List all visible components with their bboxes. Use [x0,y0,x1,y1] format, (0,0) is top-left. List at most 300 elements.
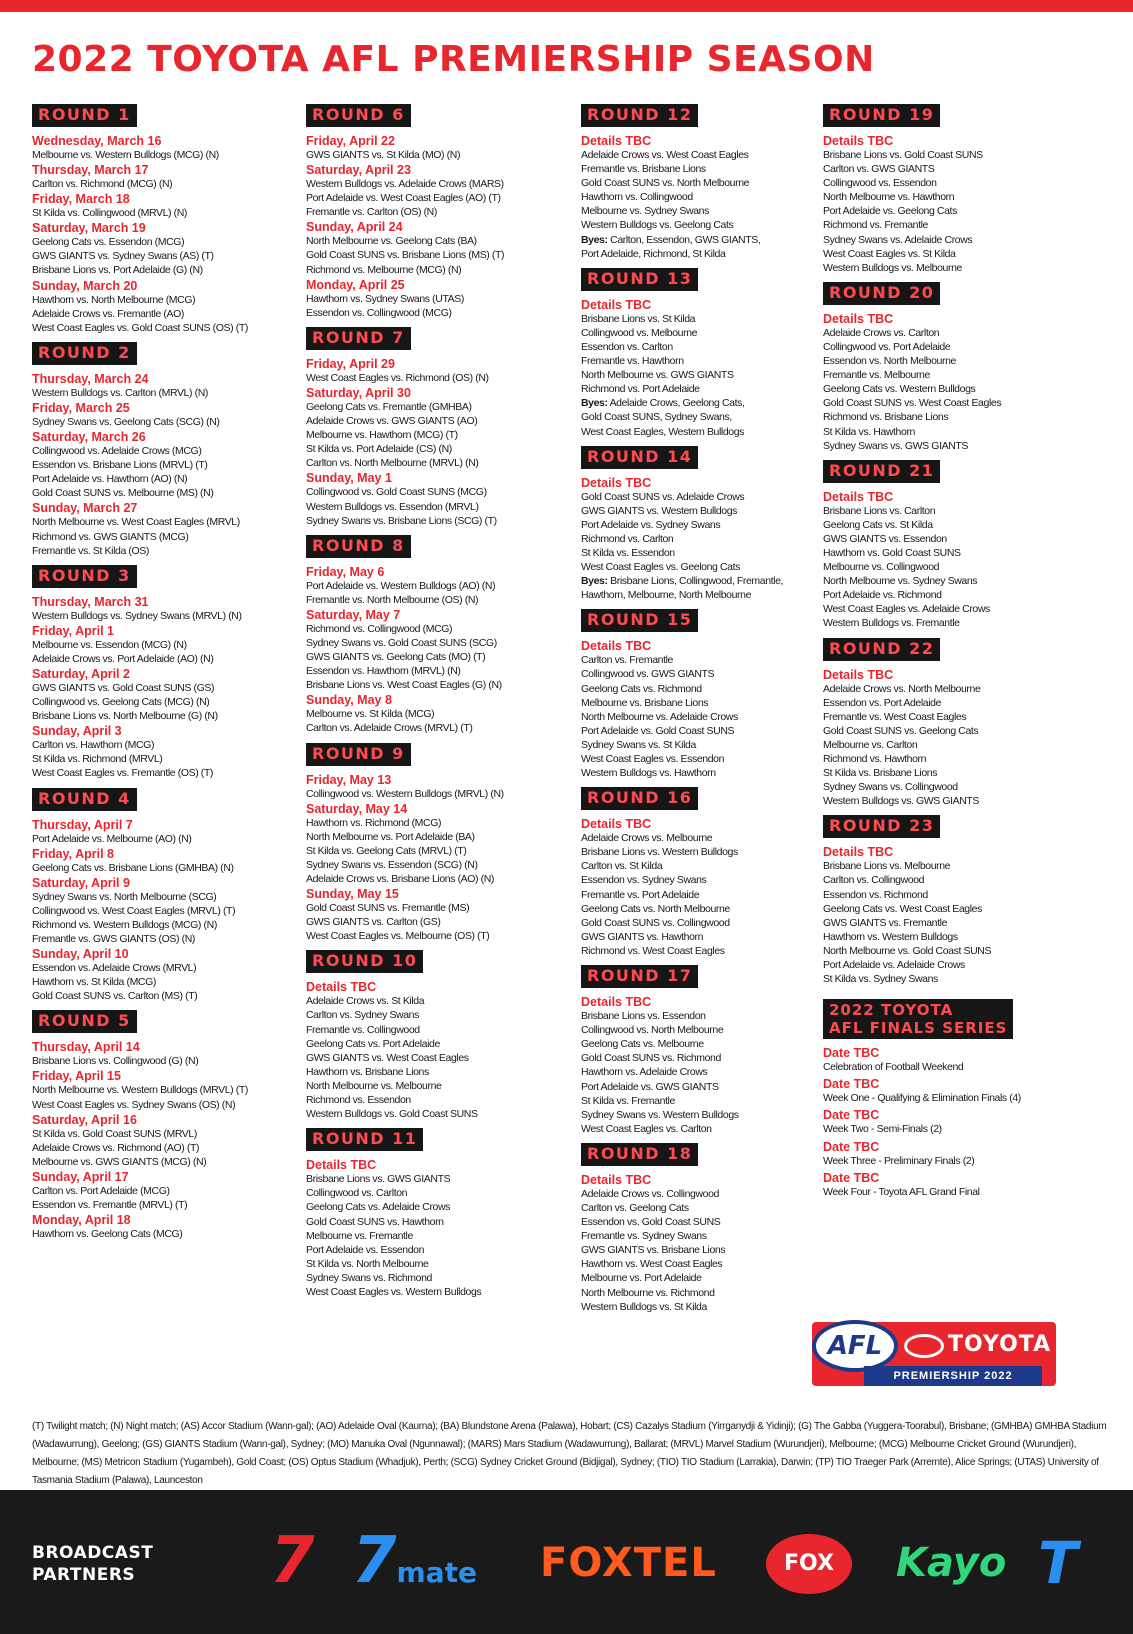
match: Fremantle vs. St Kilda (OS) [32,544,149,557]
broadcast-label-line2: PARTNERS [32,1565,136,1585]
match: Sydney Swans vs. Geelong Cats (SCG) (N) [32,415,220,428]
match: Western Bulldogs vs. Sydney Swans (MRVL) (N) [32,609,242,622]
match: Sydney Swans vs. North Melbourne (SCG) [32,890,217,903]
match: Richmond vs. Carlton [581,532,674,545]
match: GWS GIANTS vs. Sydney Swans (AS) (T) [32,250,214,263]
match-day: Saturday, April 2 [32,666,130,681]
foxtel-logo-icon: FOXTEL [540,1540,717,1586]
match: Gold Coast SUNS vs. North Melbourne [581,177,750,190]
byes-line [581,588,826,602]
match: GWS GIANTS vs. Western Bulldogs [581,504,738,517]
match: Geelong Cats vs. Adelaide Crows [306,1201,451,1214]
match-day: Sunday, May 8 [306,693,392,708]
finals-item [823,1108,1123,1136]
match: Port Adelaide vs. Essendon [306,1243,425,1256]
finals-item [823,1171,1123,1199]
match: Carlton vs. Geelong Cats [581,1201,689,1214]
match-day: Details TBC [823,845,894,860]
match: Fremantle vs. Brisbane Lions [581,163,706,176]
match: North Melbourne vs. GWS GIANTS [581,369,734,382]
broadcast-partners-label [32,1542,153,1586]
round-block [306,950,576,1121]
match: West Coast Eagles vs. Richmond (OS) (N) [306,371,489,384]
match: Geelong Cats vs. St Kilda [823,518,933,531]
match: Hawthorn vs. Western Bulldogs [823,930,958,943]
round-title: ROUND 1 [32,104,137,127]
match: Sydney Swans vs. Adelaide Crows [823,233,973,246]
match: Essendon vs. North Melbourne [823,355,956,368]
match: Essendon vs. Adelaide Crows (MRVL) [32,962,197,975]
match: Adelaide Crows vs. Brisbane Lions (AO) (N) [306,873,495,885]
match-day: Details TBC [581,639,652,654]
match-day: Friday, May 13 [306,772,392,787]
match: Richmond vs. Collingwood (MCG) [306,622,453,635]
finals-date: Date TBC [823,1170,880,1185]
match: Essendon vs. Hawthorn (MRVL) (N) [306,665,461,678]
finals-date: Date TBC [823,1139,880,1154]
match-day: Friday, April 8 [32,846,114,861]
match: Hawthorn vs. St Kilda (MCG) [32,976,156,989]
match: Gold Coast SUNS vs. Collingwood [581,916,730,929]
round-block [32,1010,282,1241]
match: Geelong Cats vs. Brisbane Lions (GMHBA) (N) [32,861,234,874]
match: Sydney Swans vs. GWS GIANTS [823,439,968,452]
match: Essendon vs. Port Adelaide [823,696,942,709]
match: Brisbane Lions vs. Melbourne [823,860,951,873]
match: Richmond vs. GWS GIANTS (MCG) [32,530,189,543]
match: Fremantle vs. Port Adelaide [581,888,700,901]
round-title: ROUND 2 [32,342,137,365]
match: West Coast Eagles vs. St Kilda [823,247,956,260]
match-day: Thursday, April 14 [32,1040,140,1055]
finals-date: Date TBC [823,1108,880,1123]
round-title: ROUND 9 [306,743,411,766]
round-title: ROUND 21 [823,460,940,483]
finals-event: Week Four - Toyota AFL Grand Final [823,1185,980,1198]
round-title: ROUND 20 [823,282,940,305]
round-title: ROUND 12 [581,104,698,127]
kayo-logo-icon: Kayo [896,1540,1007,1586]
broadcast-label-line1: BROADCAST [32,1543,154,1563]
broadcast-partners-footer [0,1490,1133,1634]
round-title: ROUND 23 [823,815,940,838]
round-title: ROUND 14 [581,446,698,469]
match: Adelaide Crows vs. GWS GIANTS (AO) [306,415,478,428]
match: St Kilda vs. Gold Coast SUNS (MRVL) [32,1127,197,1140]
match: Richmond vs. West Coast Eagles [581,944,725,957]
match: Gold Coast SUNS vs. Adelaide Crows [581,490,745,503]
match-day: Details TBC [823,311,894,326]
match: GWS GIANTS vs. Essendon [823,532,947,545]
match: Brisbane Lions vs. Gold Coast SUNS [823,149,983,161]
round-block [581,1143,826,1314]
match: Richmond vs. Essendon [306,1094,411,1107]
match: North Melbourne vs. Geelong Cats (BA) [306,235,477,248]
match: Essendon vs. Collingwood (MCG) [306,306,452,319]
match: Fremantle vs. West Coast Eagles [823,710,967,723]
match: Hawthorn vs. Geelong Cats (MCG) [32,1228,183,1241]
round-block [823,104,1123,275]
match: Port Adelaide vs. Western Bulldogs (AO) (N) [306,579,496,592]
match-day: Saturday, April 23 [306,163,411,178]
match: Gold Coast SUNS vs. Brisbane Lions (MS) (T) [306,249,505,262]
round-block [32,788,282,1004]
match: Melbourne vs. Carlton [823,738,918,751]
match: Melbourne vs. Collingwood [823,561,940,574]
match-day: Sunday, May 15 [306,887,399,902]
match: Richmond vs. Port Adelaide [581,383,700,396]
match: Brisbane Lions vs. North Melbourne (G) (N) [32,710,218,723]
match: GWS GIANTS vs. Carlton (GS) [306,916,441,929]
match: Port Adelaide vs. Melbourne (AO) (N) [32,832,192,845]
match: Melbourne vs. St Kilda (MCG) [306,708,435,721]
finals-title-line1: 2022 TOYOTA [829,1001,954,1020]
match: Hawthorn vs. Gold Coast SUNS [823,546,961,559]
toyota-emblem-icon [904,1334,944,1358]
match: Collingwood vs. Port Adelaide [823,340,951,353]
match: St Kilda vs. Port Adelaide (CS) (N) [306,443,452,456]
match: Carlton vs. Adelaide Crows (MRVL) (T) [306,722,473,735]
round-title: ROUND 5 [32,1010,137,1033]
match-day: Saturday, May 14 [306,801,408,816]
match-day: Details TBC [306,1158,377,1173]
match: Hawthorn vs. Sydney Swans (UTAS) [306,292,464,305]
match: Hawthorn vs. Richmond (MCG) [306,816,442,829]
match: Adelaide Crows vs. Richmond (AO) (T) [32,1141,200,1154]
match: Geelong Cats vs. Essendon (MCG) [32,236,185,249]
match-day: Details TBC [581,995,652,1010]
round-title: ROUND 7 [306,327,411,350]
match-day: Details TBC [823,134,894,148]
match: Richmond vs. Brisbane Lions [823,411,949,424]
match: GWS GIANTS vs. Hawthorn [581,930,704,943]
match: West Coast Eagles vs. Gold Coast SUNS (OS) (T) [32,321,248,334]
match: Gold Coast SUNS vs. Geelong Cats [823,724,979,737]
match: West Coast Eagles vs. Melbourne (OS) (T) [306,930,490,943]
match: Adelaide Crows vs. Fremantle (AO) [32,307,184,320]
round-block [32,104,282,335]
telstra-logo-icon: T [1038,1529,1078,1597]
match: Collingwood vs. Geelong Cats (MCG) (N) [32,696,210,709]
match: GWS GIANTS vs. St Kilda (MO) (N) [306,149,461,161]
finals-items [823,1046,1123,1198]
match: Carlton vs. St Kilda [581,860,663,873]
match: Port Adelaide vs. Sydney Swans [581,518,721,531]
match: Gold Coast SUNS vs. Carlton (MS) (T) [32,990,198,1003]
finals-date: Date TBC [823,1077,880,1092]
match: St Kilda vs. Brisbane Lions [823,767,938,780]
match-day: Sunday, April 10 [32,947,129,962]
match: Western Bulldogs vs. Gold Coast SUNS [306,1108,478,1121]
finals-item [823,1077,1123,1105]
match: West Coast Eagles vs. Carlton [581,1122,712,1135]
match: Adelaide Crows vs. West Coast Eagles [581,149,749,161]
match: Western Bulldogs vs. St Kilda [581,1300,707,1313]
match: GWS GIANTS vs. West Coast Eagles [306,1051,469,1064]
match: Fremantle vs. Collingwood [306,1023,420,1036]
match-day: Details TBC [581,817,652,832]
match-day: Details TBC [581,1172,652,1187]
round-title: ROUND 3 [32,565,137,588]
match: Essendon vs. Gold Coast SUNS [581,1216,721,1229]
match: Brisbane Lions vs. Collingwood (G) (N) [32,1055,199,1068]
match: Sydney Swans vs. Richmond [306,1271,432,1284]
match: Brisbane Lions vs. GWS GIANTS [306,1173,451,1186]
round-title: ROUND 16 [581,787,698,810]
match: GWS GIANTS vs. Geelong Cats (MO) (T) [306,651,486,664]
match: Adelaide Crows vs. St Kilda [306,995,425,1008]
round-title: ROUND 4 [32,788,137,811]
match: Essendon vs. Fremantle (MRVL) (T) [32,1199,188,1212]
match: Brisbane Lions vs. Essendon [581,1010,706,1023]
round-block [581,609,826,780]
match: Collingwood vs. Adelaide Crows (MCG) [32,445,202,458]
byes-label: Byes: [581,233,608,246]
match-day: Details TBC [581,475,652,490]
match-day: Thursday, March 24 [32,371,149,386]
match: Gold Coast SUNS vs. Richmond [581,1052,721,1065]
fox-footy-logo-icon: FOX [766,1534,852,1594]
match: Hawthorn vs. North Melbourne (MCG) [32,293,196,306]
match-day: Saturday, April 16 [32,1112,137,1127]
match: Adelaide Crows vs. North Melbourne [823,682,981,695]
premiership-2022-label: PREMIERSHIP 2022 [864,1366,1042,1386]
match-day: Saturday, March 26 [32,430,146,445]
byes-line [581,247,826,261]
match-day: Friday, April 29 [306,356,395,371]
match: Carlton vs. GWS GIANTS [823,163,935,176]
match-day: Details TBC [306,980,377,995]
round-block [823,638,1123,809]
round-title: ROUND 22 [823,638,940,661]
match: Sydney Swans vs. Western Bulldogs [581,1108,739,1121]
match-day: Saturday, May 7 [306,607,401,622]
match: West Coast Eagles vs. Western Bulldogs [306,1285,482,1298]
match: Gold Coast SUNS vs. Hawthorn [306,1215,444,1228]
match: Fremantle vs. GWS GIANTS (OS) (N) [32,933,195,945]
match: North Melbourne vs. Western Bulldogs (MRVL) (T) [32,1084,248,1097]
round-block [306,1128,576,1299]
match: North Melbourne vs. Sydney Swans [823,575,978,588]
match-day: Monday, April 25 [306,277,405,292]
match: Western Bulldogs vs. Melbourne [823,261,962,274]
round-block [581,268,826,439]
round-block [581,787,826,958]
match: North Melbourne vs. Richmond [581,1286,715,1299]
byes-teams: Adelaide Crows, Geelong Cats, [609,397,745,410]
match: Melbourne vs. Port Adelaide [581,1272,702,1285]
match: GWS GIANTS vs. Brisbane Lions [581,1244,726,1257]
7mate-logo-mate: mate [396,1556,477,1589]
match: Sydney Swans vs. St Kilda [581,738,696,751]
match-day: Details TBC [581,134,652,148]
match: St Kilda vs. Fremantle [581,1094,675,1107]
byes-line [581,233,826,247]
finals-series [823,993,1123,1198]
toyota-wordmark: TOYOTA [948,1332,1052,1357]
round-block [32,342,282,558]
match: Brisbane Lions vs. Carlton [823,504,936,517]
match: Collingwood vs. North Melbourne [581,1024,724,1037]
byes-line [581,410,826,424]
finals-item [823,1046,1123,1074]
round-block [306,743,576,944]
match-day: Friday, April 15 [32,1069,121,1084]
match: GWS GIANTS vs. Fremantle [823,916,948,929]
match: Hawthorn vs. Collingwood [581,191,693,204]
match-day: Friday, May 6 [306,564,385,579]
match-day: Sunday, May 1 [306,471,392,486]
match: Brisbane Lions vs. Western Bulldogs [581,846,738,859]
match: St Kilda vs. Sydney Swans [823,973,938,986]
match: GWS GIANTS vs. Gold Coast SUNS (GS) [32,681,215,694]
match-day: Sunday, April 24 [306,220,403,235]
match: Fremantle vs. North Melbourne (OS) (N) [306,593,479,606]
match: Adelaide Crows vs. Port Adelaide (AO) (N) [32,652,214,665]
match: Collingwood vs. GWS GIANTS [581,668,715,681]
round-title: ROUND 13 [581,268,698,291]
round-block [32,565,282,781]
round-title: ROUND 17 [581,965,698,988]
match: Sydney Swans vs. Collingwood [823,781,958,794]
match: Carlton vs. Port Adelaide (MCG) [32,1184,170,1197]
match: Gold Coast SUNS vs. Fremantle (MS) [306,902,470,915]
match-day: Details TBC [823,667,894,682]
match: St Kilda vs. Essendon [581,546,675,559]
match: Port Adelaide vs. Adelaide Crows [823,959,965,972]
finals-title [823,999,1013,1039]
7mate-logo-seven: 7 [352,1524,397,1598]
match: Richmond vs. Hawthorn [823,753,927,765]
match-day: Details TBC [823,489,894,504]
match: West Coast Eagles vs. Geelong Cats [581,561,740,574]
byes-line [581,425,826,439]
match: North Melbourne vs. West Coast Eagles (MRVL) [32,516,240,529]
byes-line [581,574,826,588]
7mate-logo-icon [352,1526,477,1612]
byes-teams: Brisbane Lions, Collingwood, Fremantle, [610,575,784,588]
match: North Melbourne vs. Port Adelaide (BA) [306,830,475,843]
match: Collingwood vs. West Coast Eagles (MRVL) (T) [32,904,236,917]
match-day: Sunday, March 20 [32,278,138,293]
match-day: Wednesday, March 16 [32,134,162,148]
afl-logo-icon: AFL [812,1320,898,1372]
match: Fremantle vs. Carlton (OS) (N) [306,206,437,219]
match: Essendon vs. Brisbane Lions (MRVL) (T) [32,459,208,472]
match: Melbourne vs. Essendon (MCG) (N) [32,638,187,651]
match-day: Friday, March 18 [32,192,130,207]
column-3 [581,104,826,1321]
match: North Melbourne vs. Gold Coast SUNS [823,944,992,957]
column-1 [32,104,282,1248]
match: Melbourne vs. Sydney Swans [581,205,709,218]
match: Melbourne vs. Fremantle [306,1229,413,1242]
finals-event: Week One - Qualifying & Elimination Finals (4) [823,1092,1021,1105]
match: West Coast Eagles vs. Sydney Swans (OS) (N) [32,1098,236,1111]
match: Adelaide Crows vs. Collingwood [581,1187,719,1200]
match: Fremantle vs. Hawthorn [581,355,684,368]
match: St Kilda vs. Collingwood (MRVL) (N) [32,207,188,220]
finals-date: Date TBC [823,1046,880,1061]
match: Richmond vs. Western Bulldogs (MCG) (N) [32,918,217,931]
match: Sydney Swans vs. Essendon (SCG) (N) [306,858,478,871]
match: Western Bulldogs vs. Essendon (MRVL) [306,500,479,513]
match: Port Adelaide vs. Richmond [823,589,942,602]
match: Melbourne vs. Brisbane Lions [581,696,709,709]
match: Melbourne vs. Hawthorn (MCG) (T) [306,429,458,442]
match: Geelong Cats vs. Port Adelaide [306,1037,440,1050]
venue-legend-footnote: (T) Twilight match; (N) Night match; (AS) Accor Stadium (Wann-gal); (AO) Adelaide Oval (Kaurna); (BA) Blundstone Arena (Palawa), Hobart; (CS) Cazalys Stadium (Yirrganydji & Yidinji); (G) The Gabba (Yuggera-Toorabul), Brisbane; (GMHBA) GMHBA Stadium (Wadawurrung), Geelong; (GS) GIANTS Stadium (Wann-gal), Sydney; (MO) Manuka Oval (Ngunnawal); (MARS) Mars Stadium (Wadawurrung), Ballarat; (MRVL) Marvel Stadium (Wurundjeri), Melbourne; (MCG) Melbourne Cricket Ground (Wurundjeri), Melbourne; (MS) Metricon Stadium (Yugambeh), Gold Coast; (OS) Optus Stadium (Whadjuk), Perth; (SCG) Sydney Cricket Ground (Bidjigal), Sydney; (TIO) TIO Stadium (Larrakia), Darwin; (TP) TIO Traeger Park (Arrernte), Alice Springs; (UTAS) University of Tasmania Stadium (Palawa), Launceston [32,1421,1107,1486]
match: Western Bulldogs vs. Fremantle [823,617,960,630]
match: St Kilda vs. Hawthorn [823,425,915,438]
match: Geelong Cats vs. Melbourne [581,1038,704,1051]
finals-event: Celebration of Football Weekend [823,1061,964,1074]
byes-teams: Hawthorn, Melbourne, North Melbourne [581,589,752,602]
column-2 [306,104,576,1306]
match: St Kilda vs. Richmond (MRVL) [32,753,163,766]
match: Western Bulldogs vs. Hawthorn [581,767,716,780]
match: St Kilda vs. Geelong Cats (MRVL) (T) [306,844,467,857]
round-title: ROUND 18 [581,1143,698,1166]
match: Port Adelaide vs. Geelong Cats [823,205,957,218]
match: Essendon vs. Richmond [823,888,928,901]
match: Collingwood vs. Gold Coast SUNS (MCG) [306,486,487,499]
match: Carlton vs. Hawthorn (MCG) [32,739,155,752]
match: Melbourne vs. Western Bulldogs (MCG) (N) [32,149,219,161]
round-title: ROUND 19 [823,104,940,127]
byes-line [581,396,826,410]
match: Fremantle vs. Melbourne [823,369,930,382]
match: Adelaide Crows vs. Melbourne [581,832,713,845]
finals-event: Week Three - Preliminary Finals (2) [823,1154,975,1167]
match: Collingwood vs. Carlton [306,1187,408,1200]
match-day: Details TBC [581,297,652,312]
byes-teams: Carlton, Essendon, GWS GIANTS, [610,233,761,246]
round-block [823,815,1123,986]
round-block [581,965,826,1136]
match: Carlton vs. Fremantle [581,654,673,667]
match: Collingwood vs. Western Bulldogs (MRVL) (N) [306,787,504,800]
match: Fremantle vs. Sydney Swans [581,1230,707,1243]
match-day: Thursday, April 7 [32,817,133,832]
match: Geelong Cats vs. West Coast Eagles [823,902,982,915]
match: North Melbourne vs. Adelaide Crows [581,710,738,723]
match-day: Saturday, April 9 [32,875,130,890]
match: Western Bulldogs vs. Carlton (MRVL) (N) [32,386,208,399]
match: Collingwood vs. Melbourne [581,326,698,339]
match-day: Saturday, March 19 [32,221,146,236]
match: Essendon vs. Sydney Swans [581,874,707,887]
match: Gold Coast SUNS vs. Melbourne (MS) (N) [32,487,214,500]
page-title: 2022 TOYOTA AFL PREMIERSHIP SEASON [32,39,875,80]
match: Port Adelaide vs. Hawthorn (AO) (N) [32,473,188,486]
byes-label: Byes: [581,575,608,588]
round-block [823,282,1123,453]
byes-teams: West Coast Eagles, Western Bulldogs [581,425,745,438]
match-day: Monday, April 18 [32,1213,131,1228]
match: Geelong Cats vs. Richmond [581,682,702,695]
match: Hawthorn vs. West Coast Eagles [581,1258,723,1271]
match-day: Saturday, April 30 [306,385,411,400]
match: West Coast Eagles vs. Fremantle (OS) (T) [32,767,214,780]
column-4 [823,104,1123,1202]
match: Port Adelaide vs. West Coast Eagles (AO) (T) [306,192,501,205]
match: Geelong Cats vs. Fremantle (GMHBA) [306,400,472,413]
match-day: Friday, April 1 [32,623,114,638]
match: Brisbane Lions vs. Port Adelaide (G) (N) [32,264,203,277]
match: Essendon vs. Carlton [581,340,673,353]
match: Sydney Swans vs. Brisbane Lions (SCG) (T) [306,514,497,527]
